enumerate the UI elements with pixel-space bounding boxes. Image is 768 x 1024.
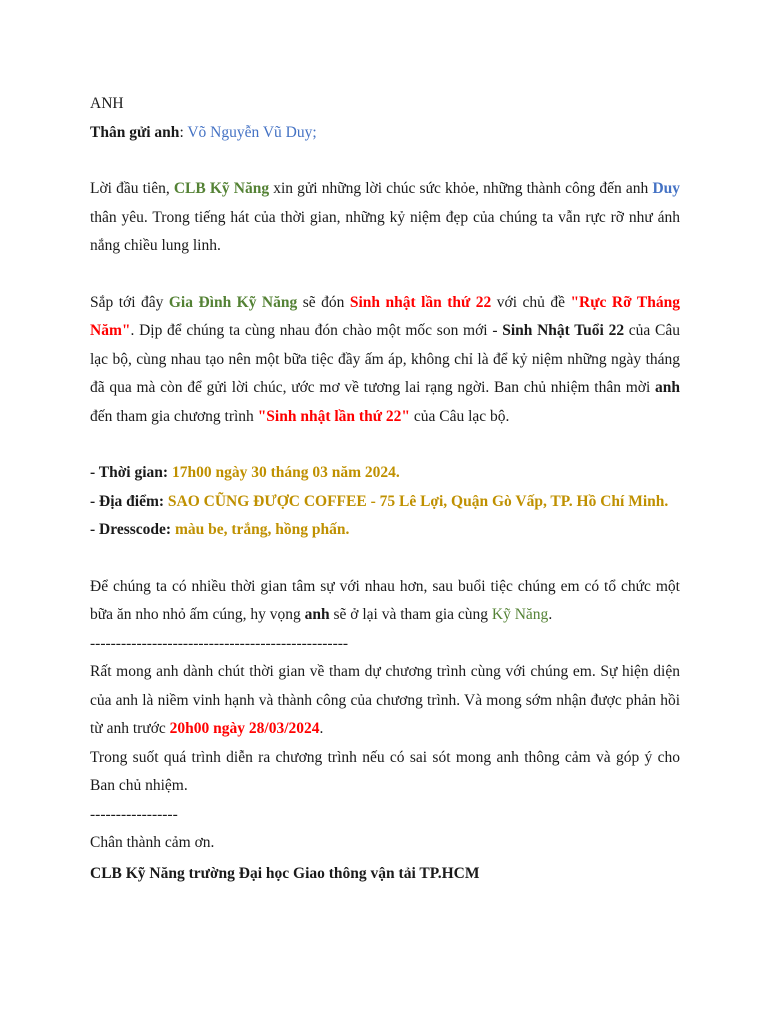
paragraph-intro	[90, 175, 680, 261]
text: Sắp tới đây	[90, 293, 169, 311]
birthday-event: Sinh nhật lần thứ 22	[349, 293, 492, 311]
text: với chủ đề	[491, 293, 571, 311]
place-value: SAO CŨNG ĐƯỢC COFFEE - 75 Lê Lợi, Quận Gò Vấp, TP. Hồ Chí Minh.	[164, 492, 669, 510]
thanks-line: Chân thành cảm ơn.	[90, 834, 215, 851]
spacer	[90, 147, 680, 175]
spacer	[90, 261, 680, 289]
club-name: CLB Kỹ Năng	[173, 180, 270, 197]
birthday-age: Sinh Nhật Tuổi 22	[502, 322, 625, 339]
spacer	[90, 431, 680, 459]
text: của Câu lạc bộ.	[409, 407, 510, 425]
detail-place	[90, 488, 680, 517]
event-theme: "Rực Rỡ Tháng Năm"	[90, 293, 680, 339]
text: thân yêu. Trong tiếng hát của thời gian, những kỷ niệm đẹp của chúng ta vẫn rực rỡ như ánh nắng chiều lung linh.	[90, 208, 680, 254]
signature: CLB Kỹ Năng trường Đại học Giao thông vận tải TP.HCM	[90, 864, 480, 882]
text: của Câu lạc bộ, cùng nhau tạo nên một bữa tiệc đầy ấm áp, không chỉ là để kỷ niệm những ngày tháng đã qua mà còn để gửi lời chúc, ước mơ về tương lai rạng ngời. Ban chủ nhiệm thân mời	[90, 322, 680, 396]
dresscode-label: - Dresscode:	[90, 521, 172, 538]
detail-time	[90, 459, 680, 488]
family-name: Gia Đình Kỹ Năng	[168, 293, 298, 311]
greeting-line	[90, 119, 680, 148]
text: .	[548, 606, 553, 623]
paragraph-apology: Trong suốt quá trình diễn ra chương trình nếu có sai sót mong anh thông cảm và góp ý cho Ban chủ nhiệm.	[90, 748, 680, 794]
time-value: 17h00 ngày 30 tháng 03 năm 2024.	[168, 464, 400, 481]
paragraph-invitation	[90, 289, 680, 432]
text: . Dịp để chúng ta cùng nhau đón chào một mốc son mới -	[130, 322, 503, 339]
text: Rất mong anh dành chút thời gian về tham dự chương trình cùng với chúng em. Sự hiện diện của anh là niềm vinh hạnh và thành công của chương trình. Và mong sớm nhận được phản hồi từ anh trước	[90, 663, 680, 737]
spacer	[90, 545, 680, 573]
place-label: - Địa điểm:	[90, 492, 165, 510]
separator-short: -----------------	[90, 805, 178, 823]
text: Để chúng ta có nhiều thời gian tâm sự với nhau hơn, sau buổi tiệc chúng em có tổ chức một bữa ăn nho nhỏ ấm cúng, hy vọng	[90, 577, 680, 623]
dresscode-value: màu be, trắng, hồng phấn.	[171, 521, 350, 538]
detail-dresscode	[90, 516, 680, 545]
text: đến tham gia chương trình	[90, 407, 258, 425]
text: sẽ ở lại và tham gia cùng	[329, 606, 492, 623]
separator-long: --------------------------------------------------	[90, 634, 349, 652]
paragraph-request	[90, 658, 680, 744]
heading: ANH	[90, 95, 124, 112]
club-short-name: Kỹ Năng	[491, 606, 549, 623]
invitee: anh	[304, 606, 330, 623]
time-label: - Thời gian:	[90, 464, 169, 481]
recipient-name: Võ Nguyễn Vũ Duy;	[183, 123, 317, 141]
text: xin gửi những lời chúc sức khỏe, những thành công đến anh	[269, 180, 653, 197]
recipient-short-name: Duy	[652, 180, 681, 197]
text: Lời đầu tiên,	[90, 180, 174, 197]
program-name: "Sinh nhật lần thứ 22"	[257, 407, 410, 425]
text: sẽ đón	[297, 293, 350, 311]
greeting-label: Thân gửi anh	[90, 123, 180, 141]
response-deadline: 20h00 ngày 28/03/2024	[169, 720, 320, 737]
text: .	[319, 720, 324, 737]
greeting-colon: :	[179, 123, 184, 141]
paragraph-dinner	[90, 573, 680, 630]
letter-document	[90, 90, 680, 888]
invitee: anh	[655, 379, 680, 396]
